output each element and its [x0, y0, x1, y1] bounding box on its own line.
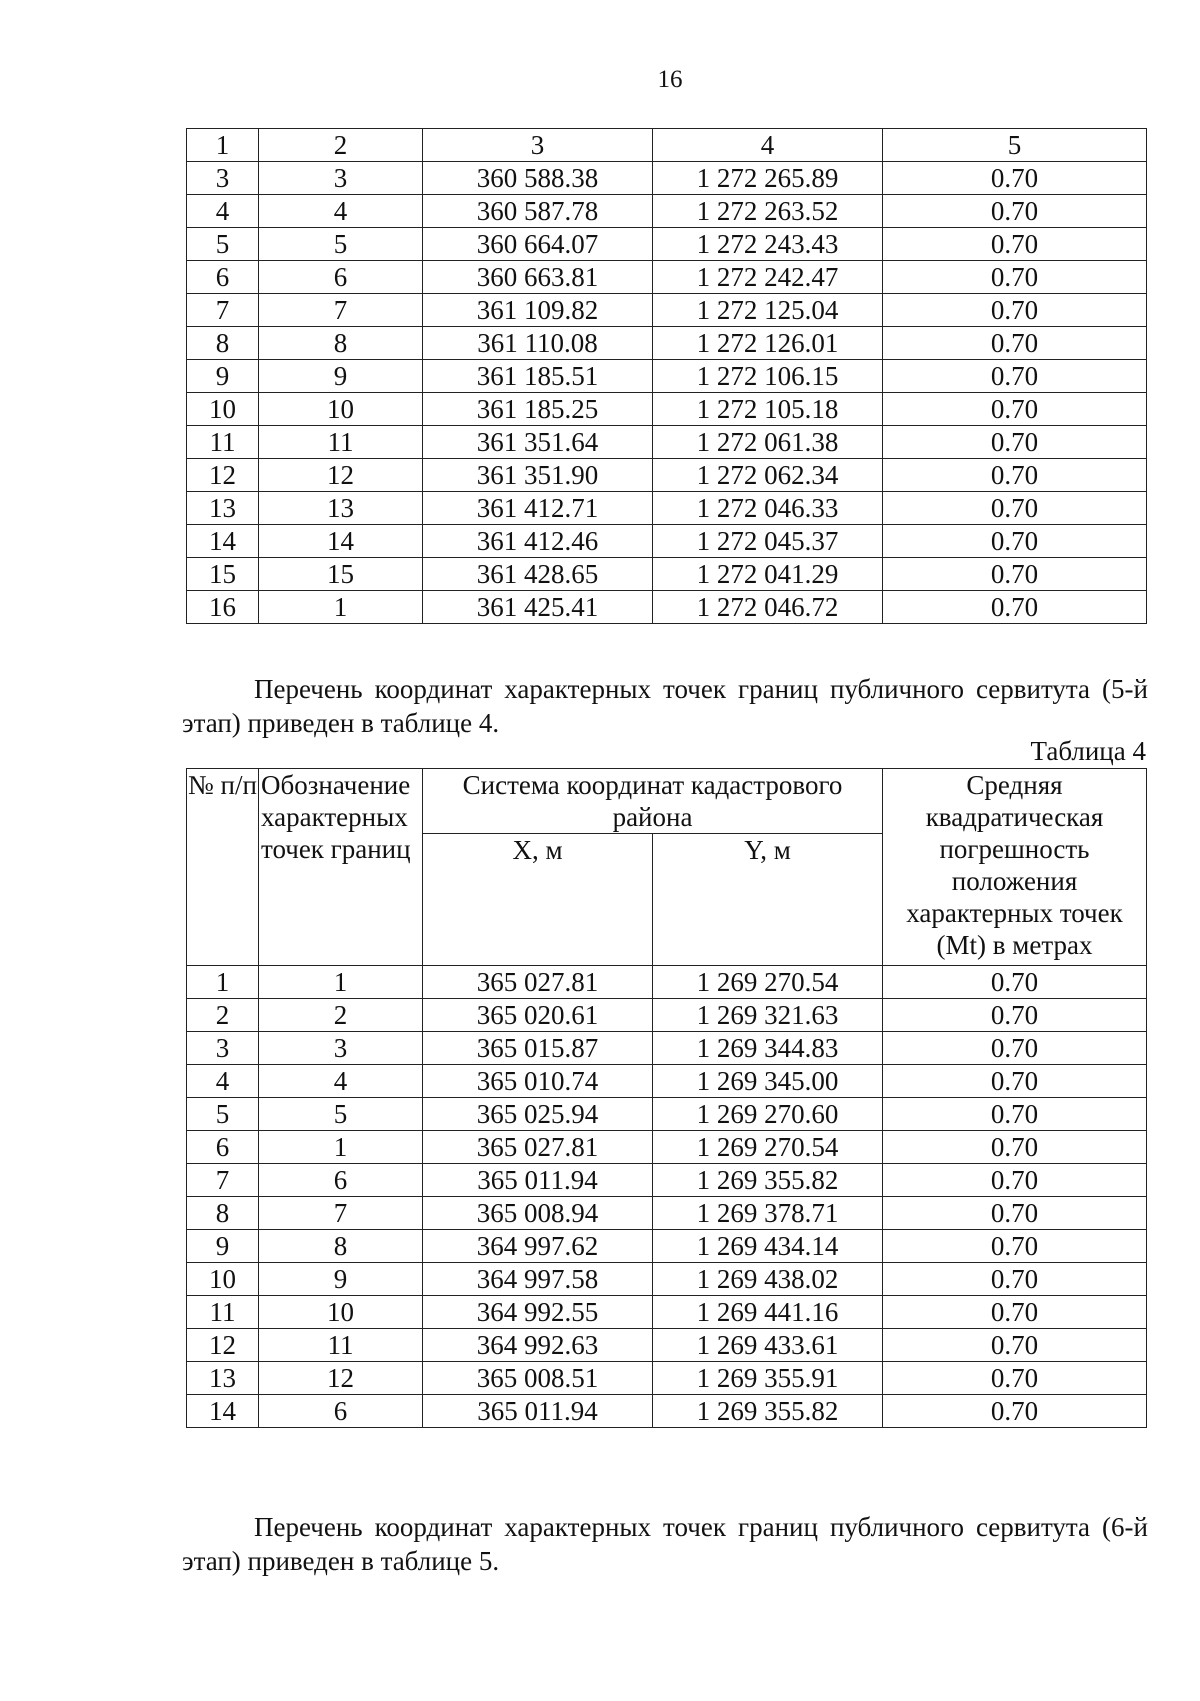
table-cell: 1 269 270.60 — [653, 1098, 883, 1131]
table-cell: 1 272 263.52 — [653, 195, 883, 228]
table-cell: 10 — [259, 1296, 423, 1329]
table-cell: 0.70 — [883, 1263, 1147, 1296]
table-cell: 11 — [187, 1296, 259, 1329]
header-point-designation: Обозначение характерных точек границ — [259, 769, 423, 966]
table-cell: 0.70 — [883, 1329, 1147, 1362]
table-cell: 5 — [883, 129, 1147, 162]
table-row — [187, 1098, 1147, 1131]
table-cell: 0.70 — [883, 591, 1147, 624]
table-cell: 0.70 — [883, 162, 1147, 195]
table-cell: 6 — [259, 261, 423, 294]
table-cell: 0.70 — [883, 1098, 1147, 1131]
table-cell: 12 — [187, 1329, 259, 1362]
table-cell: 0.70 — [883, 195, 1147, 228]
table-cell: 4 — [187, 195, 259, 228]
table-cell: 5 — [187, 228, 259, 261]
table-cell: 6 — [187, 1131, 259, 1164]
table-row — [187, 261, 1147, 294]
table-cell: 5 — [187, 1098, 259, 1131]
table-row — [187, 1296, 1147, 1329]
table-cell: 1 269 270.54 — [653, 1131, 883, 1164]
table-row — [187, 1164, 1147, 1197]
table-row — [187, 1329, 1147, 1362]
table-body — [187, 966, 1147, 1428]
table-cell: 8 — [259, 1230, 423, 1263]
table-cell: 11 — [187, 426, 259, 459]
table-cell: 1 269 345.00 — [653, 1065, 883, 1098]
table-cell: 1 269 355.91 — [653, 1362, 883, 1395]
table-cell: 2 — [187, 999, 259, 1032]
table-cell: 365 025.94 — [423, 1098, 653, 1131]
coordinates-table-stage-5 — [186, 768, 1147, 1428]
table-cell: 365 010.74 — [423, 1065, 653, 1098]
table-row — [187, 1263, 1147, 1296]
table-cell: 3 — [187, 1032, 259, 1065]
table-cell: 0.70 — [883, 1230, 1147, 1263]
table-cell: 3 — [259, 162, 423, 195]
table-cell: 1 272 243.43 — [653, 228, 883, 261]
table-cell: 361 110.08 — [423, 327, 653, 360]
table-cell: 364 992.55 — [423, 1296, 653, 1329]
table-row — [187, 162, 1147, 195]
table-cell: 1 269 344.83 — [653, 1032, 883, 1065]
table-cell: 365 027.81 — [423, 1131, 653, 1164]
table-cell: 4 — [259, 195, 423, 228]
table-cell: 0.70 — [883, 1032, 1147, 1065]
table-cell: 1 272 062.34 — [653, 459, 883, 492]
table-cell: 1 269 441.16 — [653, 1296, 883, 1329]
table-cell: 1 269 355.82 — [653, 1395, 883, 1428]
page-number: 16 — [657, 66, 683, 93]
table-cell: 361 185.51 — [423, 360, 653, 393]
table-cell: 13 — [259, 492, 423, 525]
table-cell: 361 185.25 — [423, 393, 653, 426]
table-row — [187, 1131, 1147, 1164]
table-cell: 10 — [187, 1263, 259, 1296]
table-cell: 365 011.94 — [423, 1395, 653, 1428]
table-cell: 7 — [259, 1197, 423, 1230]
table-cell: 360 588.38 — [423, 162, 653, 195]
table-cell: 1 269 438.02 — [653, 1263, 883, 1296]
table-cell: 1 272 106.15 — [653, 360, 883, 393]
table-row — [187, 426, 1147, 459]
table-cell: 9 — [187, 360, 259, 393]
table-cell: 360 587.78 — [423, 195, 653, 228]
table-cell: 6 — [187, 261, 259, 294]
paragraph-text: Перечень координат характерных точек границ публичного сервитута (5-й этап) приведен в таблице 4. — [182, 674, 1148, 738]
table-cell: 365 011.94 — [423, 1164, 653, 1197]
table-cell: 1 — [259, 1131, 423, 1164]
table-cell: 365 008.51 — [423, 1362, 653, 1395]
table-row — [187, 999, 1147, 1032]
table-cell: 2 — [259, 999, 423, 1032]
header-coordinate-system: Система координат кадастрового района — [423, 769, 883, 834]
table-cell: 0.70 — [883, 294, 1147, 327]
table-cell: 3 — [423, 129, 653, 162]
table-row — [187, 360, 1147, 393]
table-cell: 0.70 — [883, 1197, 1147, 1230]
table-cell: 361 351.90 — [423, 459, 653, 492]
table-cell: 361 412.46 — [423, 525, 653, 558]
table-cell: 1 — [187, 966, 259, 999]
table-row — [187, 1197, 1147, 1230]
table-cell: 361 109.82 — [423, 294, 653, 327]
header-x: X, м — [423, 834, 653, 966]
table-cell: 1 272 265.89 — [653, 162, 883, 195]
table-cell: 10 — [259, 393, 423, 426]
table-row — [187, 393, 1147, 426]
table-cell: 9 — [187, 1230, 259, 1263]
table-cell: 0.70 — [883, 1164, 1147, 1197]
table-4-caption: Таблица 4 — [1030, 736, 1146, 766]
table-cell: 0.70 — [883, 999, 1147, 1032]
table-row — [187, 129, 1147, 162]
table-row — [187, 1230, 1147, 1263]
table-row — [187, 195, 1147, 228]
table-cell: 12 — [259, 459, 423, 492]
table-cell: 7 — [187, 1164, 259, 1197]
table-cell: 0.70 — [883, 525, 1147, 558]
table-cell: 14 — [187, 525, 259, 558]
table-cell: 10 — [187, 393, 259, 426]
table-cell: 0.70 — [883, 426, 1147, 459]
table-cell: 360 663.81 — [423, 261, 653, 294]
table-cell: 364 997.62 — [423, 1230, 653, 1263]
table-cell: 0.70 — [883, 459, 1147, 492]
table-cell: 364 997.58 — [423, 1263, 653, 1296]
table-row — [187, 966, 1147, 999]
table-cell: 9 — [259, 360, 423, 393]
table-cell: 1 269 378.71 — [653, 1197, 883, 1230]
table-cell: 1 269 321.63 — [653, 999, 883, 1032]
table-row — [187, 558, 1147, 591]
table-cell: 364 992.63 — [423, 1329, 653, 1362]
table-cell: 6 — [259, 1395, 423, 1428]
table-cell: 0.70 — [883, 1395, 1147, 1428]
table-cell: 4 — [259, 1065, 423, 1098]
table-cell: 0.70 — [883, 492, 1147, 525]
table-cell: 1 272 126.01 — [653, 327, 883, 360]
table-cell: 0.70 — [883, 1296, 1147, 1329]
table-cell: 4 — [187, 1065, 259, 1098]
table-cell: 15 — [259, 558, 423, 591]
table-cell: 1 272 045.37 — [653, 525, 883, 558]
table-row — [187, 492, 1147, 525]
table-cell: 8 — [259, 327, 423, 360]
table-cell: 9 — [259, 1263, 423, 1296]
table-cell: 0.70 — [883, 558, 1147, 591]
table-cell: 1 — [259, 591, 423, 624]
table-cell: 13 — [187, 1362, 259, 1395]
table-cell: 0.70 — [883, 393, 1147, 426]
table-cell: 2 — [259, 129, 423, 162]
table-cell: 365 027.81 — [423, 966, 653, 999]
table-cell: 7 — [259, 294, 423, 327]
header-y: Y, м — [653, 834, 883, 966]
table-cell: 8 — [187, 327, 259, 360]
table-cell: 0.70 — [883, 966, 1147, 999]
table-cell: 12 — [259, 1362, 423, 1395]
table-cell: 1 272 061.38 — [653, 426, 883, 459]
header-number: № п/п — [187, 769, 259, 966]
table-cell: 12 — [187, 459, 259, 492]
table-cell: 1 272 125.04 — [653, 294, 883, 327]
table-cell: 1 272 105.18 — [653, 393, 883, 426]
table-row — [187, 525, 1147, 558]
table-cell: 0.70 — [883, 327, 1147, 360]
paragraph-stage-5-intro — [182, 672, 1148, 740]
table-cell: 15 — [187, 558, 259, 591]
table-cell: 0.70 — [883, 1131, 1147, 1164]
table-cell: 0.70 — [883, 228, 1147, 261]
coordinates-table-stage-4 — [186, 128, 1147, 624]
table-cell: 1 272 046.72 — [653, 591, 883, 624]
table-cell: 1 272 242.47 — [653, 261, 883, 294]
table-header — [187, 769, 1147, 966]
table-cell: 14 — [187, 1395, 259, 1428]
table-body — [187, 129, 1147, 624]
table-cell: 1 269 433.61 — [653, 1329, 883, 1362]
table-row — [187, 327, 1147, 360]
table-row — [187, 1362, 1147, 1395]
table-cell: 365 008.94 — [423, 1197, 653, 1230]
table-cell: 1 269 355.82 — [653, 1164, 883, 1197]
table-cell: 8 — [187, 1197, 259, 1230]
table-cell: 0.70 — [883, 360, 1147, 393]
table-row — [187, 1395, 1147, 1428]
table-cell: 0.70 — [883, 261, 1147, 294]
table-row — [187, 591, 1147, 624]
header-mean-square-error: Средняя квадратическая погрешность положения характерных точек (Mt) в метрах — [883, 769, 1147, 966]
table-cell: 0.70 — [883, 1362, 1147, 1395]
table-cell: 5 — [259, 1098, 423, 1131]
table-cell: 361 425.41 — [423, 591, 653, 624]
table-cell: 16 — [187, 591, 259, 624]
table-cell: 11 — [259, 426, 423, 459]
table-row — [187, 1065, 1147, 1098]
table-cell: 0.70 — [883, 1065, 1147, 1098]
table-cell: 365 015.87 — [423, 1032, 653, 1065]
table-cell: 3 — [187, 162, 259, 195]
table-cell: 361 428.65 — [423, 558, 653, 591]
table-cell: 365 020.61 — [423, 999, 653, 1032]
table-cell: 1 — [187, 129, 259, 162]
table-cell: 6 — [259, 1164, 423, 1197]
table-row — [187, 294, 1147, 327]
table-cell: 1 — [259, 966, 423, 999]
table-cell: 360 664.07 — [423, 228, 653, 261]
table-cell: 1 272 046.33 — [653, 492, 883, 525]
table-cell: 1 269 434.14 — [653, 1230, 883, 1263]
table-cell: 4 — [653, 129, 883, 162]
table-cell: 1 269 270.54 — [653, 966, 883, 999]
table-row — [187, 459, 1147, 492]
table-cell: 14 — [259, 525, 423, 558]
table-cell: 361 351.64 — [423, 426, 653, 459]
table-cell: 1 272 041.29 — [653, 558, 883, 591]
table-cell: 7 — [187, 294, 259, 327]
paragraph-stage-6-intro — [182, 1510, 1148, 1578]
table-cell: 11 — [259, 1329, 423, 1362]
table-cell: 13 — [187, 492, 259, 525]
table-cell: 3 — [259, 1032, 423, 1065]
table-row — [187, 228, 1147, 261]
table-cell: 5 — [259, 228, 423, 261]
paragraph-text: Перечень координат характерных точек границ публичного сервитута (6-й этап) приведен в таблице 5. — [182, 1512, 1148, 1576]
table-cell: 361 412.71 — [423, 492, 653, 525]
table-row — [187, 1032, 1147, 1065]
